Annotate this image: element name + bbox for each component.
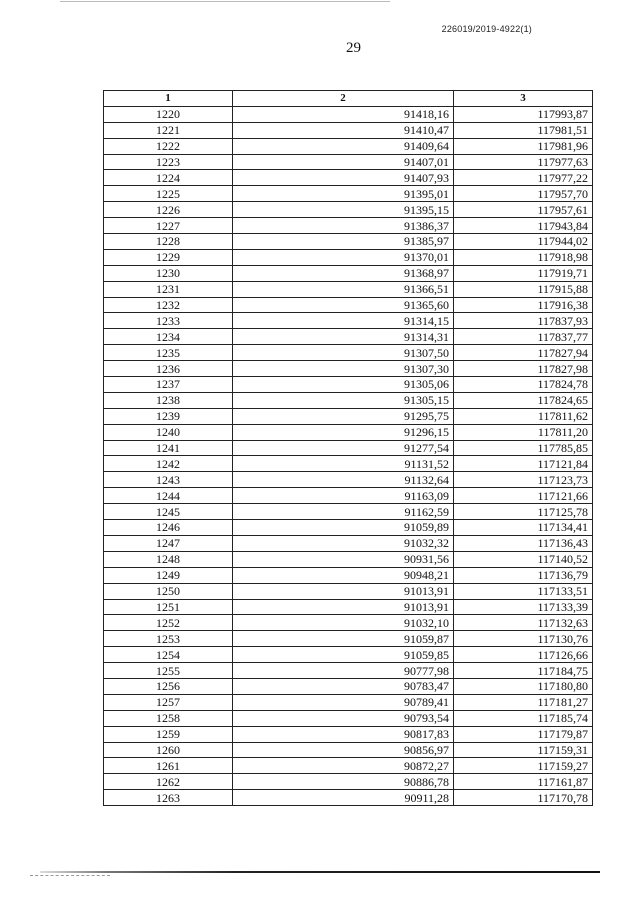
coordinate-x-cell: 91295,75: [233, 408, 454, 424]
coordinate-y-cell: 117827,94: [454, 345, 593, 361]
point-number-cell: 1254: [104, 647, 233, 663]
point-number-cell: 1263: [104, 790, 233, 806]
top-scan-rule: [60, 1, 390, 2]
table-row: [104, 297, 593, 313]
table-row: [104, 551, 593, 567]
coordinate-y-cell: 117916,38: [454, 297, 593, 313]
point-number-cell: 1231: [104, 281, 233, 297]
point-number-cell: 1246: [104, 520, 233, 536]
coordinate-y-cell: 117161,87: [454, 774, 593, 790]
point-number-cell: 1249: [104, 567, 233, 583]
table-row: [104, 710, 593, 726]
coordinate-y-cell: 117981,51: [454, 122, 593, 138]
table-row: [104, 281, 593, 297]
point-number-cell: 1243: [104, 472, 233, 488]
coordinate-y-cell: 117133,51: [454, 583, 593, 599]
coordinate-x-cell: 91059,87: [233, 631, 454, 647]
coordinate-x-cell: 91407,01: [233, 154, 454, 170]
point-number-cell: 1258: [104, 710, 233, 726]
coordinate-x-cell: 90886,78: [233, 774, 454, 790]
coordinate-x-cell: 91059,89: [233, 520, 454, 536]
coordinate-x-cell: 91032,10: [233, 615, 454, 631]
coordinate-y-cell: 117170,78: [454, 790, 593, 806]
coordinate-y-cell: 117957,70: [454, 186, 593, 202]
coordinate-y-cell: 117811,20: [454, 424, 593, 440]
coordinate-y-cell: 117121,84: [454, 456, 593, 472]
coordinate-y-cell: 117981,96: [454, 138, 593, 154]
coordinate-y-cell: 117123,73: [454, 472, 593, 488]
point-number-cell: 1240: [104, 424, 233, 440]
coordinate-y-cell: 117126,66: [454, 647, 593, 663]
coordinate-y-cell: 117134,41: [454, 520, 593, 536]
table-row: [104, 361, 593, 377]
table-row: [104, 122, 593, 138]
table-row: [104, 472, 593, 488]
coordinate-y-cell: 117993,87: [454, 106, 593, 122]
point-number-cell: 1261: [104, 758, 233, 774]
coordinate-x-cell: 91296,15: [233, 424, 454, 440]
coordinate-x-cell: 91385,97: [233, 234, 454, 250]
coordinate-x-cell: 90872,27: [233, 758, 454, 774]
table-row: [104, 345, 593, 361]
point-number-cell: 1239: [104, 408, 233, 424]
point-number-cell: 1260: [104, 742, 233, 758]
bottom-scan-dash: [30, 875, 110, 876]
coordinate-x-cell: 91410,47: [233, 122, 454, 138]
table-row: [104, 218, 593, 234]
coordinate-y-cell: 117837,77: [454, 329, 593, 345]
coordinate-y-cell: 117136,79: [454, 567, 593, 583]
coordinate-x-cell: 91314,31: [233, 329, 454, 345]
column-header-1: 1: [104, 91, 233, 107]
table-row: [104, 758, 593, 774]
table-row: [104, 663, 593, 679]
point-number-cell: 1252: [104, 615, 233, 631]
point-number-cell: 1248: [104, 551, 233, 567]
table-row: [104, 313, 593, 329]
table-row: [104, 504, 593, 520]
coordinate-x-cell: 91013,91: [233, 599, 454, 615]
table-row: [104, 678, 593, 694]
table-row: [104, 234, 593, 250]
coordinate-x-cell: 91305,06: [233, 377, 454, 393]
coordinate-y-cell: 117977,22: [454, 170, 593, 186]
point-number-cell: 1250: [104, 583, 233, 599]
point-number-cell: 1255: [104, 663, 233, 679]
table-body: [104, 106, 593, 805]
point-number-cell: 1223: [104, 154, 233, 170]
coordinate-y-cell: 117827,98: [454, 361, 593, 377]
table-row: [104, 535, 593, 551]
table-row: [104, 599, 593, 615]
coordinate-y-cell: 117132,63: [454, 615, 593, 631]
coordinate-x-cell: 90948,21: [233, 567, 454, 583]
point-number-cell: 1245: [104, 504, 233, 520]
point-number-cell: 1227: [104, 218, 233, 234]
coordinate-x-cell: 90817,83: [233, 726, 454, 742]
coordinate-y-cell: 117121,66: [454, 488, 593, 504]
coordinate-y-cell: 117837,93: [454, 313, 593, 329]
coordinate-x-cell: 91163,09: [233, 488, 454, 504]
coordinate-x-cell: 91131,52: [233, 456, 454, 472]
table-row: [104, 567, 593, 583]
point-number-cell: 1257: [104, 694, 233, 710]
coordinate-x-cell: 91368,97: [233, 265, 454, 281]
table-row: [104, 583, 593, 599]
coordinate-x-cell: 91059,85: [233, 647, 454, 663]
point-number-cell: 1253: [104, 631, 233, 647]
coordinate-y-cell: 117184,75: [454, 663, 593, 679]
coordinate-y-cell: 117943,84: [454, 218, 593, 234]
coordinate-y-cell: 117125,78: [454, 504, 593, 520]
coordinate-x-cell: 91366,51: [233, 281, 454, 297]
coordinate-x-cell: 91013,91: [233, 583, 454, 599]
coordinate-x-cell: 91409,64: [233, 138, 454, 154]
coordinate-y-cell: 117811,62: [454, 408, 593, 424]
point-number-cell: 1241: [104, 440, 233, 456]
point-number-cell: 1232: [104, 297, 233, 313]
table-row: [104, 647, 593, 663]
point-number-cell: 1256: [104, 678, 233, 694]
point-number-cell: 1236: [104, 361, 233, 377]
coordinate-y-cell: 117824,65: [454, 392, 593, 408]
point-number-cell: 1234: [104, 329, 233, 345]
coordinate-y-cell: 117977,63: [454, 154, 593, 170]
point-number-cell: 1230: [104, 265, 233, 281]
table-row: [104, 377, 593, 393]
table-row: [104, 329, 593, 345]
table-row: [104, 456, 593, 472]
table-row: [104, 488, 593, 504]
table-row: [104, 440, 593, 456]
table-row: [104, 520, 593, 536]
table-row: [104, 774, 593, 790]
coordinate-x-cell: 91277,54: [233, 440, 454, 456]
coordinate-y-cell: 117140,52: [454, 551, 593, 567]
document-number: 226019/2019-4922(1): [441, 24, 532, 34]
coordinate-x-cell: 91305,15: [233, 392, 454, 408]
point-number-cell: 1244: [104, 488, 233, 504]
point-number-cell: 1259: [104, 726, 233, 742]
page-number: 29: [346, 40, 361, 56]
table-row: [104, 615, 593, 631]
coordinate-x-cell: 91365,60: [233, 297, 454, 313]
coordinate-y-cell: 117133,39: [454, 599, 593, 615]
point-number-cell: 1222: [104, 138, 233, 154]
coordinate-x-cell: 90911,28: [233, 790, 454, 806]
table-row: [104, 392, 593, 408]
coordinates-table: [103, 90, 593, 806]
coordinate-y-cell: 117915,88: [454, 281, 593, 297]
coordinate-x-cell: 91370,01: [233, 249, 454, 265]
table-row: [104, 790, 593, 806]
coordinate-y-cell: 117919,71: [454, 265, 593, 281]
point-number-cell: 1224: [104, 170, 233, 186]
point-number-cell: 1242: [104, 456, 233, 472]
point-number-cell: 1238: [104, 392, 233, 408]
coordinate-x-cell: 91386,37: [233, 218, 454, 234]
bottom-scan-rule: [40, 871, 600, 873]
point-number-cell: 1262: [104, 774, 233, 790]
table-row: [104, 742, 593, 758]
coordinate-x-cell: 91162,59: [233, 504, 454, 520]
table-row: [104, 265, 593, 281]
coordinate-y-cell: 117179,87: [454, 726, 593, 742]
coordinate-x-cell: 91132,64: [233, 472, 454, 488]
point-number-cell: 1228: [104, 234, 233, 250]
table-row: [104, 170, 593, 186]
coordinate-x-cell: 91307,50: [233, 345, 454, 361]
coordinate-x-cell: 91395,01: [233, 186, 454, 202]
coordinate-y-cell: 117185,74: [454, 710, 593, 726]
coordinate-x-cell: 91307,30: [233, 361, 454, 377]
coordinate-x-cell: 91418,16: [233, 106, 454, 122]
table-row: [104, 726, 593, 742]
coordinate-y-cell: 117136,43: [454, 535, 593, 551]
coordinate-x-cell: 90789,41: [233, 694, 454, 710]
point-number-cell: 1226: [104, 202, 233, 218]
coordinate-x-cell: 91314,15: [233, 313, 454, 329]
table-row: [104, 694, 593, 710]
coordinate-x-cell: 90856,97: [233, 742, 454, 758]
coordinate-y-cell: 117180,80: [454, 678, 593, 694]
coordinate-y-cell: 117130,76: [454, 631, 593, 647]
table-row: [104, 106, 593, 122]
coordinate-y-cell: 117824,78: [454, 377, 593, 393]
table-row: [104, 249, 593, 265]
point-number-cell: 1220: [104, 106, 233, 122]
table-row: [104, 202, 593, 218]
table-row: [104, 138, 593, 154]
coordinate-y-cell: 117785,85: [454, 440, 593, 456]
coordinate-x-cell: 90931,56: [233, 551, 454, 567]
table-row: [104, 424, 593, 440]
point-number-cell: 1221: [104, 122, 233, 138]
column-header-3: 3: [454, 91, 593, 107]
table-row: [104, 631, 593, 647]
coordinate-y-cell: 117918,98: [454, 249, 593, 265]
coordinate-x-cell: 90793,54: [233, 710, 454, 726]
point-number-cell: 1235: [104, 345, 233, 361]
coordinate-x-cell: 91032,32: [233, 535, 454, 551]
point-number-cell: 1229: [104, 249, 233, 265]
coordinate-y-cell: 117159,27: [454, 758, 593, 774]
coordinate-x-cell: 91407,93: [233, 170, 454, 186]
point-number-cell: 1251: [104, 599, 233, 615]
coordinate-y-cell: 117957,61: [454, 202, 593, 218]
coordinate-y-cell: 117159,31: [454, 742, 593, 758]
coordinate-x-cell: 91395,15: [233, 202, 454, 218]
point-number-cell: 1247: [104, 535, 233, 551]
point-number-cell: 1237: [104, 377, 233, 393]
coordinate-y-cell: 117944,02: [454, 234, 593, 250]
coordinate-x-cell: 90777,98: [233, 663, 454, 679]
column-header-2: 2: [233, 91, 454, 107]
table-header-row: [104, 91, 593, 107]
table-row: [104, 408, 593, 424]
coordinate-y-cell: 117181,27: [454, 694, 593, 710]
table-row: [104, 186, 593, 202]
table-row: [104, 154, 593, 170]
coordinate-x-cell: 90783,47: [233, 678, 454, 694]
point-number-cell: 1225: [104, 186, 233, 202]
point-number-cell: 1233: [104, 313, 233, 329]
